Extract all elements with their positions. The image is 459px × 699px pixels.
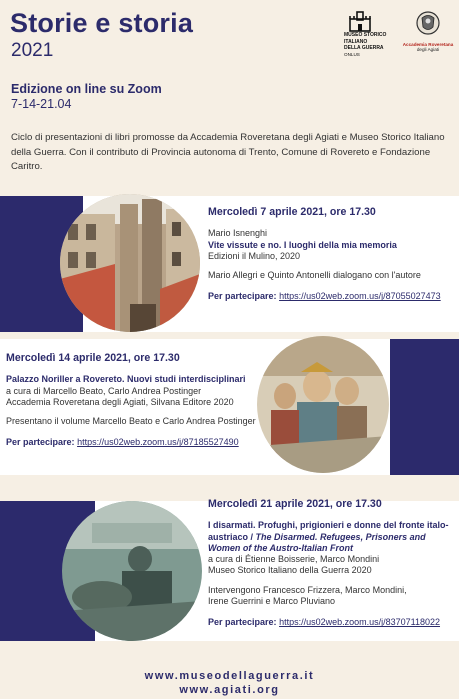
event-2-join bbox=[6, 437, 286, 448]
museum-logo-line1: MUSEO STORICO bbox=[344, 32, 387, 38]
crest-icon bbox=[415, 10, 441, 36]
event-1-author: Mario Isnenghi bbox=[208, 228, 268, 239]
academy-logo-line2: degli Agiati bbox=[416, 47, 440, 53]
event-3-join-label: Per partecipare: bbox=[208, 617, 277, 628]
museum-logo-line2: ITALIANO bbox=[344, 38, 368, 45]
edition-dates: 7-14-21.04 bbox=[11, 97, 72, 111]
page-year: 2021 bbox=[11, 40, 54, 61]
event-3-speakers-1: Intervengono Francesco Frizzera, Marco Mondini, bbox=[208, 584, 407, 595]
event-3-title-en: The Disarmed. Refugees, Prisoners and Women of the Austro-Italian Front bbox=[208, 531, 426, 553]
event-3-speakers-2: Irene Guerrini e Marco Pluviano bbox=[208, 596, 336, 607]
footer-site-academy[interactable]: www.agiati.org bbox=[179, 684, 280, 696]
event-3-editors: a cura di Étienne Boisserie, Marco Mondini bbox=[208, 554, 380, 565]
event-2-details bbox=[6, 353, 286, 449]
footer-site-museum[interactable]: www.museodellaguerra.it bbox=[144, 670, 315, 682]
event-2-speakers: Presentano il volume Marcello Beato e Carlo Andrea Postinger bbox=[6, 416, 256, 427]
intro-text: Ciclo di presentazioni di libri promosse da Accademia Roveretana degli Agiati e Museo Storico Italiano della Guerra. Con il contributo di Provincia autonoma di Trento, Comune di Rovereto e Fondazione Caritro. bbox=[11, 132, 445, 172]
header bbox=[0, 0, 459, 190]
page-title: Storie e storia bbox=[10, 8, 194, 38]
event-1-photo bbox=[60, 194, 200, 332]
event-3-date: Mercoledì 21 aprile 2021, ore 17.30 bbox=[208, 498, 382, 510]
castle-icon bbox=[348, 10, 372, 32]
event-2-publisher: Accademia Roveretana degli Agiati, Silvana Editore 2020 bbox=[6, 396, 234, 407]
event-3-details bbox=[208, 499, 454, 629]
event-3-zoom-link[interactable]: https://us02web.zoom.us/j/83707118022 bbox=[279, 617, 441, 628]
academy-logo[interactable] bbox=[402, 10, 454, 65]
event-2-join-label: Per partecipare: bbox=[6, 437, 75, 448]
museum-logo-line3: DELLA GUERRA bbox=[344, 45, 384, 52]
event-2-band bbox=[390, 339, 459, 475]
event-3-title-block bbox=[208, 520, 454, 554]
event-1-speakers: Mario Allegri e Quinto Antonelli dialogano con l'autore bbox=[208, 270, 421, 281]
academy-logo-line1: Accademia Roveretana bbox=[402, 42, 454, 47]
event-3-title: I disarmati. Profughi, prigionieri e donne del fronte italo-austriaco / bbox=[208, 520, 449, 542]
event-1-details bbox=[208, 207, 453, 303]
museum-logo[interactable] bbox=[344, 10, 396, 65]
event-1-join-label: Per partecipare: bbox=[208, 291, 277, 302]
footer bbox=[0, 669, 459, 697]
museum-logo-line4: ONLUS bbox=[344, 51, 360, 57]
event-1-zoom-link[interactable]: https://us02web.zoom.us/j/87055027473 bbox=[279, 291, 441, 302]
event-1-publisher: Edizioni il Mulino, 2020 bbox=[208, 250, 301, 261]
event-1-title: Vite vissute e no. I luoghi della mia memoria bbox=[208, 239, 397, 250]
event-2-date: Mercoledì 14 aprile 2021, ore 17.30 bbox=[6, 352, 180, 364]
event-3-join bbox=[208, 617, 454, 628]
event-3-photo bbox=[62, 501, 202, 641]
edition-label: Edizione on line su Zoom bbox=[11, 82, 162, 96]
event-2-editors: a cura di Marcello Beato, Carlo Andrea Postinger bbox=[6, 385, 202, 396]
event-2-zoom-link[interactable]: https://us02web.zoom.us/j/87185527490 bbox=[77, 437, 239, 448]
event-2-title: Palazzo Noriller a Rovereto. Nuovi studi interdisciplinari bbox=[6, 374, 246, 385]
event-3-publisher: Museo Storico Italiano della Guerra 2020 bbox=[208, 565, 372, 576]
event-1-date: Mercoledì 7 aprile 2021, ore 17.30 bbox=[208, 206, 376, 218]
event-1-join bbox=[208, 291, 453, 302]
